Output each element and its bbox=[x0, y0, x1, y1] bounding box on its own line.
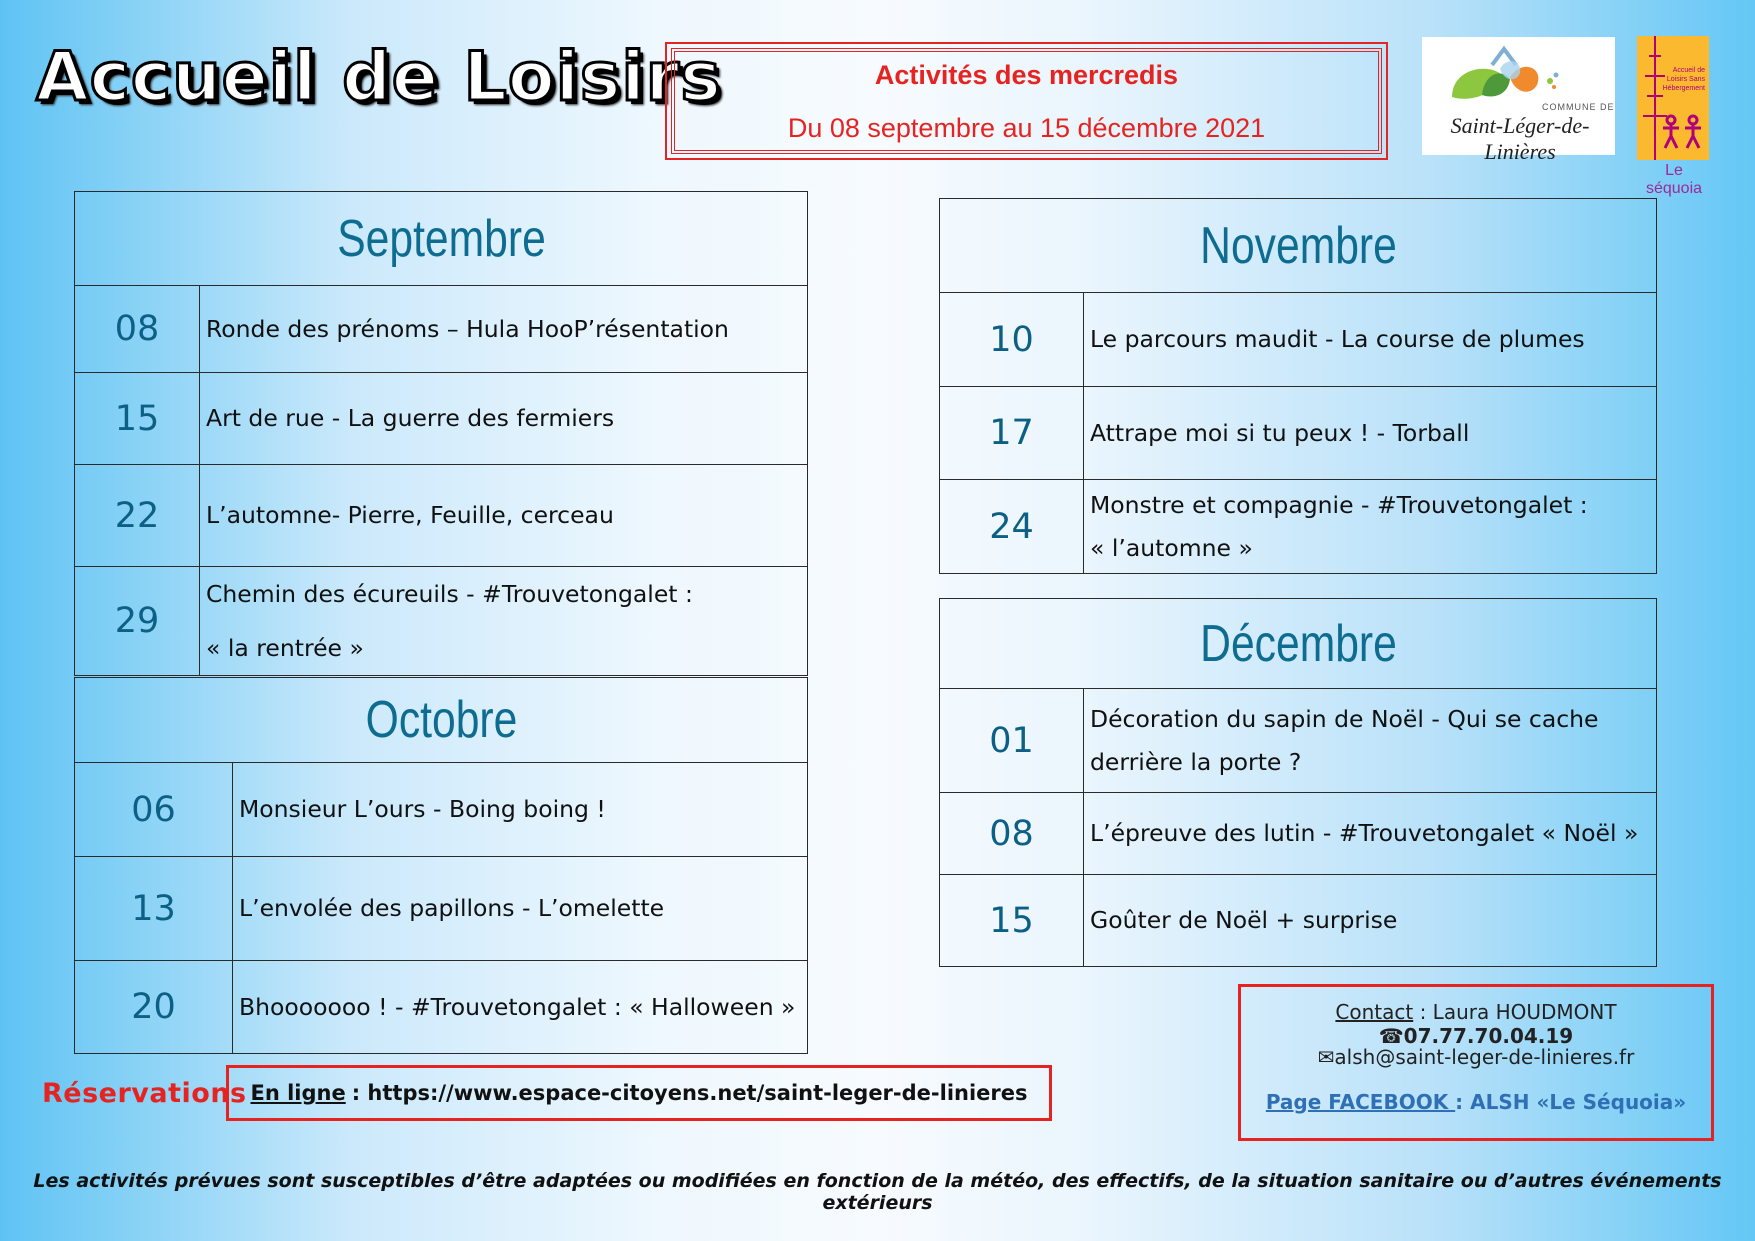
disclaimer: Les activités prévues sont susceptibles d’être adaptées ou modifiées en fonction de la météo, des effectifs, de la situation sanitaire ou d’autres événements extérieurs bbox=[33, 1170, 1722, 1214]
commune-logo bbox=[1422, 37, 1615, 164]
activity-text bbox=[1084, 689, 1657, 793]
facebook-line bbox=[1241, 1090, 1711, 1114]
activity-text bbox=[200, 567, 808, 676]
sequoia-logo bbox=[1635, 36, 1709, 197]
header-title: Activités des mercredis bbox=[874, 60, 1179, 90]
reservations-online-label: En ligne bbox=[250, 1081, 346, 1105]
table-row bbox=[940, 387, 1657, 480]
table-row bbox=[75, 465, 808, 567]
table-row bbox=[940, 793, 1657, 875]
day-number: 22 bbox=[75, 465, 200, 567]
table-row bbox=[940, 875, 1657, 967]
facebook-link[interactable]: Page FACEBOOK bbox=[1265, 1090, 1456, 1114]
table-row bbox=[75, 567, 808, 676]
activity-line-2: « la rentrée » bbox=[206, 634, 364, 662]
month-title: Octobre bbox=[140, 678, 741, 763]
sequoia-logo-caption: Accueil de Loisirs Sans Hébergement bbox=[1662, 67, 1705, 92]
envelope-icon: ✉ bbox=[1317, 1045, 1335, 1069]
contact-phone[interactable]: 07.77.70.04.19 bbox=[1403, 1024, 1574, 1048]
table-row bbox=[940, 480, 1657, 574]
activity-text: L’automne- Pierre, Feuille, cerceau bbox=[200, 465, 808, 567]
table-row bbox=[940, 689, 1657, 793]
tree-icon bbox=[1637, 36, 1709, 160]
activity-line-1: Monstre et compagnie - #Trouvetongalet : bbox=[1090, 490, 1588, 519]
month-title: Septembre bbox=[140, 192, 741, 286]
activity-text: L’envolée des papillons - L’omelette bbox=[233, 857, 808, 961]
reservations-url[interactable]: : https://www.espace-citoyens.net/saint-leger-de-linieres bbox=[351, 1081, 1028, 1105]
month-table-octobre bbox=[74, 677, 808, 1054]
contact-name: : Laura HOUDMONT bbox=[1413, 1000, 1617, 1024]
activity-text: Attrape moi si tu peux ! - Torball bbox=[1084, 387, 1657, 480]
activity-line-2: « l’automne » bbox=[1090, 533, 1253, 562]
month-table-decembre bbox=[939, 598, 1657, 967]
phone-icon: ☎ bbox=[1378, 1024, 1404, 1048]
table-row bbox=[75, 286, 808, 373]
month-table-septembre bbox=[74, 191, 808, 676]
header-dates: Du 08 septembre au 15 décembre 2021 bbox=[787, 113, 1266, 143]
table-row bbox=[75, 857, 808, 961]
table-row bbox=[75, 763, 808, 857]
activity-text: Le parcours maudit - La course de plumes bbox=[1084, 293, 1657, 387]
month-title: Novembre bbox=[1004, 199, 1592, 293]
day-number: 15 bbox=[940, 875, 1084, 967]
day-number: 10 bbox=[940, 293, 1084, 387]
header-box bbox=[665, 42, 1388, 160]
activity-text: L’épreuve des lutin - #Trouvetongalet « Noël » bbox=[1084, 793, 1657, 875]
day-number: 15 bbox=[75, 373, 200, 465]
day-number: 17 bbox=[940, 387, 1084, 480]
facebook-page-name: : ALSH «Le Séquoia» bbox=[1455, 1090, 1687, 1114]
activity-text: Goûter de Noël + surprise bbox=[1084, 875, 1657, 967]
activity-text bbox=[1084, 480, 1657, 574]
commune-logo-name: Saint-Léger-de-Linières bbox=[1450, 113, 1590, 164]
email-line bbox=[1241, 1045, 1711, 1069]
activity-text: Art de rue - La guerre des fermiers bbox=[200, 373, 808, 465]
header-inner bbox=[671, 48, 1382, 154]
contact-label: Contact bbox=[1335, 1000, 1414, 1024]
activity-line-1: Chemin des écureuils - #Trouvetongalet : bbox=[206, 580, 693, 608]
activity-line-1: Décoration du sapin de Noël - Qui se cache bbox=[1090, 704, 1599, 733]
month-title: Décembre bbox=[1004, 599, 1592, 689]
page-title: Accueil de Loisirs bbox=[36, 38, 722, 117]
month-table-novembre bbox=[939, 198, 1657, 574]
activity-text: Ronde des prénoms – Hula HooP’résentation bbox=[200, 286, 808, 373]
day-number: 13 bbox=[75, 857, 233, 961]
day-number: 29 bbox=[75, 567, 200, 676]
table-row bbox=[940, 293, 1657, 387]
day-number: 24 bbox=[940, 480, 1084, 574]
table-row bbox=[75, 373, 808, 465]
day-number: 08 bbox=[75, 286, 200, 373]
reservations-box bbox=[226, 1065, 1052, 1121]
reservations-label: Réservations bbox=[42, 1078, 247, 1109]
sequoia-logo-name: Le séquoia bbox=[1645, 162, 1703, 197]
day-number: 01 bbox=[940, 689, 1084, 793]
commune-logo-subtitle: COMMUNE DE bbox=[1542, 102, 1615, 112]
day-number: 20 bbox=[75, 961, 233, 1054]
activity-line-2: derrière la porte ? bbox=[1090, 747, 1302, 776]
contact-email[interactable]: alsh@saint-leger-de-linieres.fr bbox=[1334, 1045, 1635, 1069]
activity-text: Bhooooooo ! - #Trouvetongalet : « Halloween » bbox=[233, 961, 808, 1054]
table-row bbox=[75, 961, 808, 1054]
contact-box bbox=[1238, 984, 1714, 1141]
activity-text: Monsieur L’ours - Boing boing ! bbox=[233, 763, 808, 857]
contact-line bbox=[1241, 1000, 1711, 1048]
day-number: 08 bbox=[940, 793, 1084, 875]
day-number: 06 bbox=[75, 763, 233, 857]
